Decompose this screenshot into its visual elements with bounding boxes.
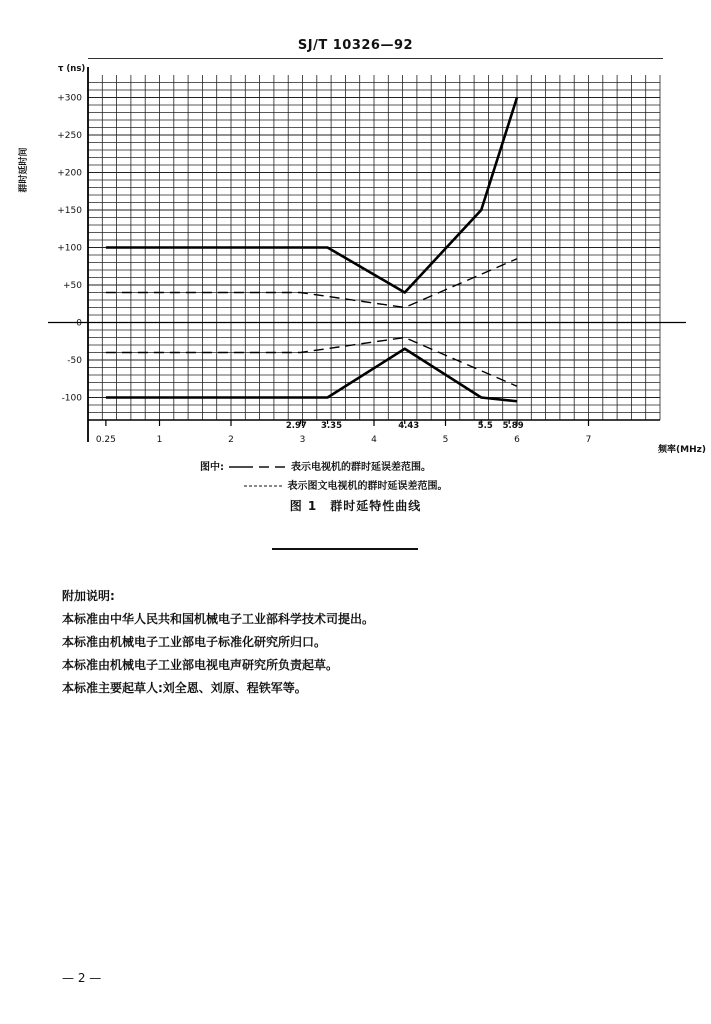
legend-solid-sample xyxy=(227,463,287,471)
x-tick-label: 2 xyxy=(228,435,234,445)
y-tick-label: +200 xyxy=(57,168,82,179)
section-separator xyxy=(272,548,418,550)
notes-line-2: 本标准由机械电子工业部电子标准化研究所归口。 xyxy=(62,635,327,649)
y-tick-label: +300 xyxy=(57,93,82,104)
annotation-label: 5.5 xyxy=(477,421,493,431)
legend-teletext-text: 表示图文电视机的群时延误差范围。 xyxy=(287,481,448,492)
notes-line-4: 本标准主要起草人:刘全恩、刘原、程铁军等。 xyxy=(62,681,307,695)
y-tick-label: 0 xyxy=(76,318,82,329)
standard-code-header: SJ/T 10326—92 xyxy=(297,38,414,53)
x-tick-label: 1 xyxy=(156,435,163,445)
notes-title: 附加说明: xyxy=(62,589,115,603)
annotation-label: 2.97 xyxy=(285,421,307,431)
header-rule xyxy=(88,58,663,59)
group-delay-chart xyxy=(0,60,711,460)
x-tick-label: 3 xyxy=(299,435,306,445)
y-tick-label: +50 xyxy=(63,281,82,291)
legend-prefix: 图中: xyxy=(200,462,224,473)
legend-dashed-sample xyxy=(242,482,284,490)
y-tick-label: +100 xyxy=(57,243,82,254)
x-tick-label: 0.25 xyxy=(95,435,116,445)
x-axis-label: 频率(MHz) xyxy=(658,445,706,455)
annotation-label: 3.35 xyxy=(321,421,343,431)
legend-line-1 xyxy=(200,458,431,473)
y-unit-label: τ (ns) xyxy=(58,64,86,74)
page-number: — 2 — xyxy=(62,971,102,985)
annotation-label: 5.89 xyxy=(502,421,524,431)
x-tick-label: 4 xyxy=(371,435,377,445)
annotation-label: 4.43 xyxy=(398,421,420,431)
legend-line-2 xyxy=(242,477,447,492)
y-tick-label: -100 xyxy=(61,393,82,404)
notes-line-1: 本标准由中华人民共和国机械电子工业部科学技术司提出。 xyxy=(62,612,375,626)
y-tick-label: +250 xyxy=(57,131,82,141)
figure-caption: 图 1 群时延特性曲线 xyxy=(289,499,422,513)
additional-notes xyxy=(62,585,374,700)
x-tick-label: 7 xyxy=(585,435,592,445)
chart-axes xyxy=(48,67,686,442)
chart-series xyxy=(106,98,517,402)
legend-tv-text: 表示电视机的群时延误差范围。 xyxy=(290,462,431,473)
x-tick-label: 6 xyxy=(514,435,520,445)
y-axis-label: 群时延时间 xyxy=(19,147,29,193)
y-tick-label: +150 xyxy=(57,206,82,216)
x-tick-label: 5 xyxy=(442,435,449,445)
notes-line-3: 本标准由机械电子工业部电视电声研究所负责起草。 xyxy=(62,658,339,672)
y-tick-label: -50 xyxy=(67,356,82,366)
